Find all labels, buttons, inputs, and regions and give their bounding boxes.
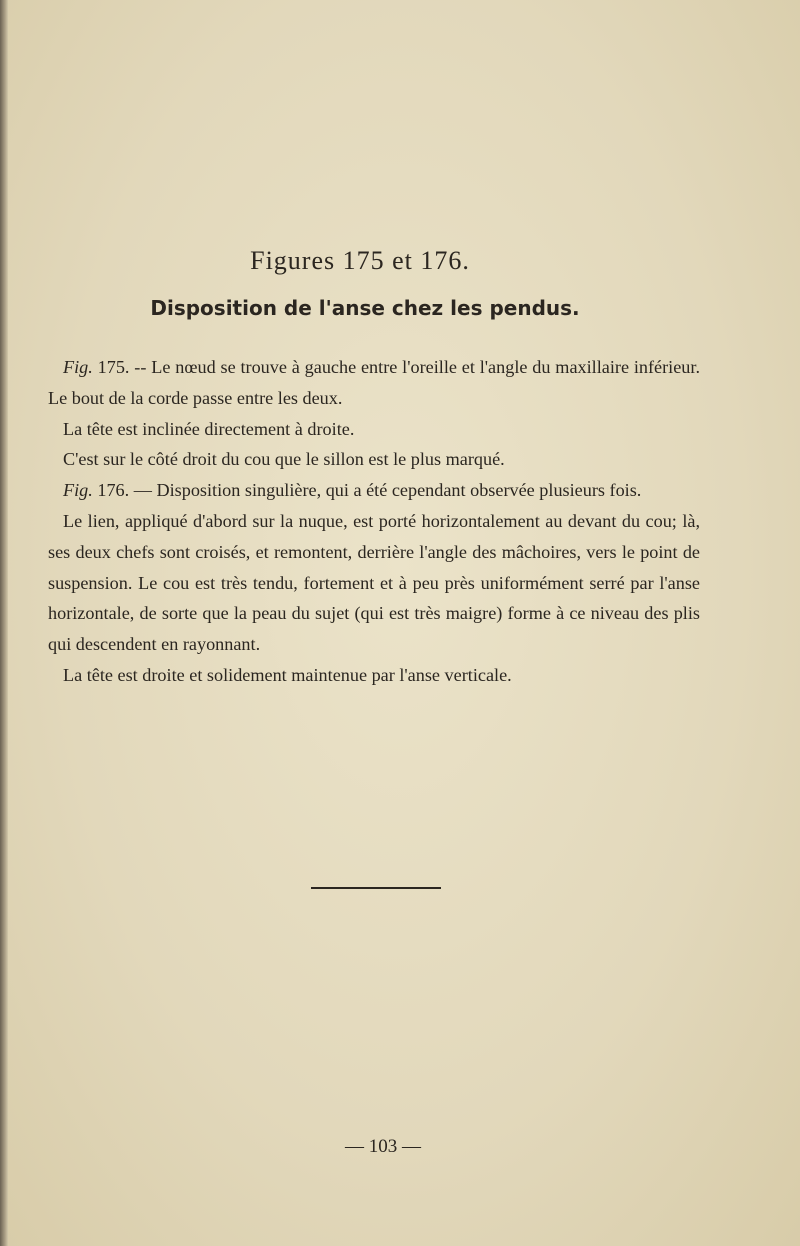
section-divider (311, 887, 441, 889)
paragraph-fig-176 (48, 475, 700, 506)
fig-176-text: 176. — Disposition singulière, qui a été cependant observée plusieurs fois. (92, 480, 642, 501)
paragraph-sillon: C'est sur le côté droit du cou que le sillon est le plus marqué. (63, 449, 505, 470)
fig-label: Fig. (63, 357, 93, 377)
page-number: — 103 — (345, 1136, 421, 1157)
paragraph-tete-droite: La tête est droite et solidement maintenue par l'anse verticale. (63, 664, 512, 685)
body-text (48, 352, 700, 691)
fig-175-text: 175. -- Le nœud se trouve à gauche entre l'oreille et l'angle du maxillaire inférieur. Le bout de la corde passe entre les deux. (48, 357, 700, 408)
paragraph-tete-inclinee: La tête est inclinée directement à droite. (63, 418, 355, 439)
section-subheading: Disposition de l'anse chez les pendus. (150, 296, 580, 320)
heading-text: Figures 175 et 176. (250, 246, 470, 275)
figure-heading (0, 246, 720, 276)
fig-label: Fig. (63, 480, 93, 501)
paragraph-lien: Le lien, appliqué d'abord sur la nuque, est porté horizontalement au devant du cou; là, ses deux chefs sont croisés, et remontent, derrière l'angle des mâchoires, vers le point de suspension. Le cou est très tendu, fortement et à peu près uniformément serré par l'anse horizontale, de sorte que la peau du sujet (qui est très maigre) forme à ce niveau des plis qui descendent en rayonnant. (48, 510, 700, 655)
paragraph-fig-175 (48, 352, 700, 414)
page-binding-edge (0, 0, 8, 1246)
